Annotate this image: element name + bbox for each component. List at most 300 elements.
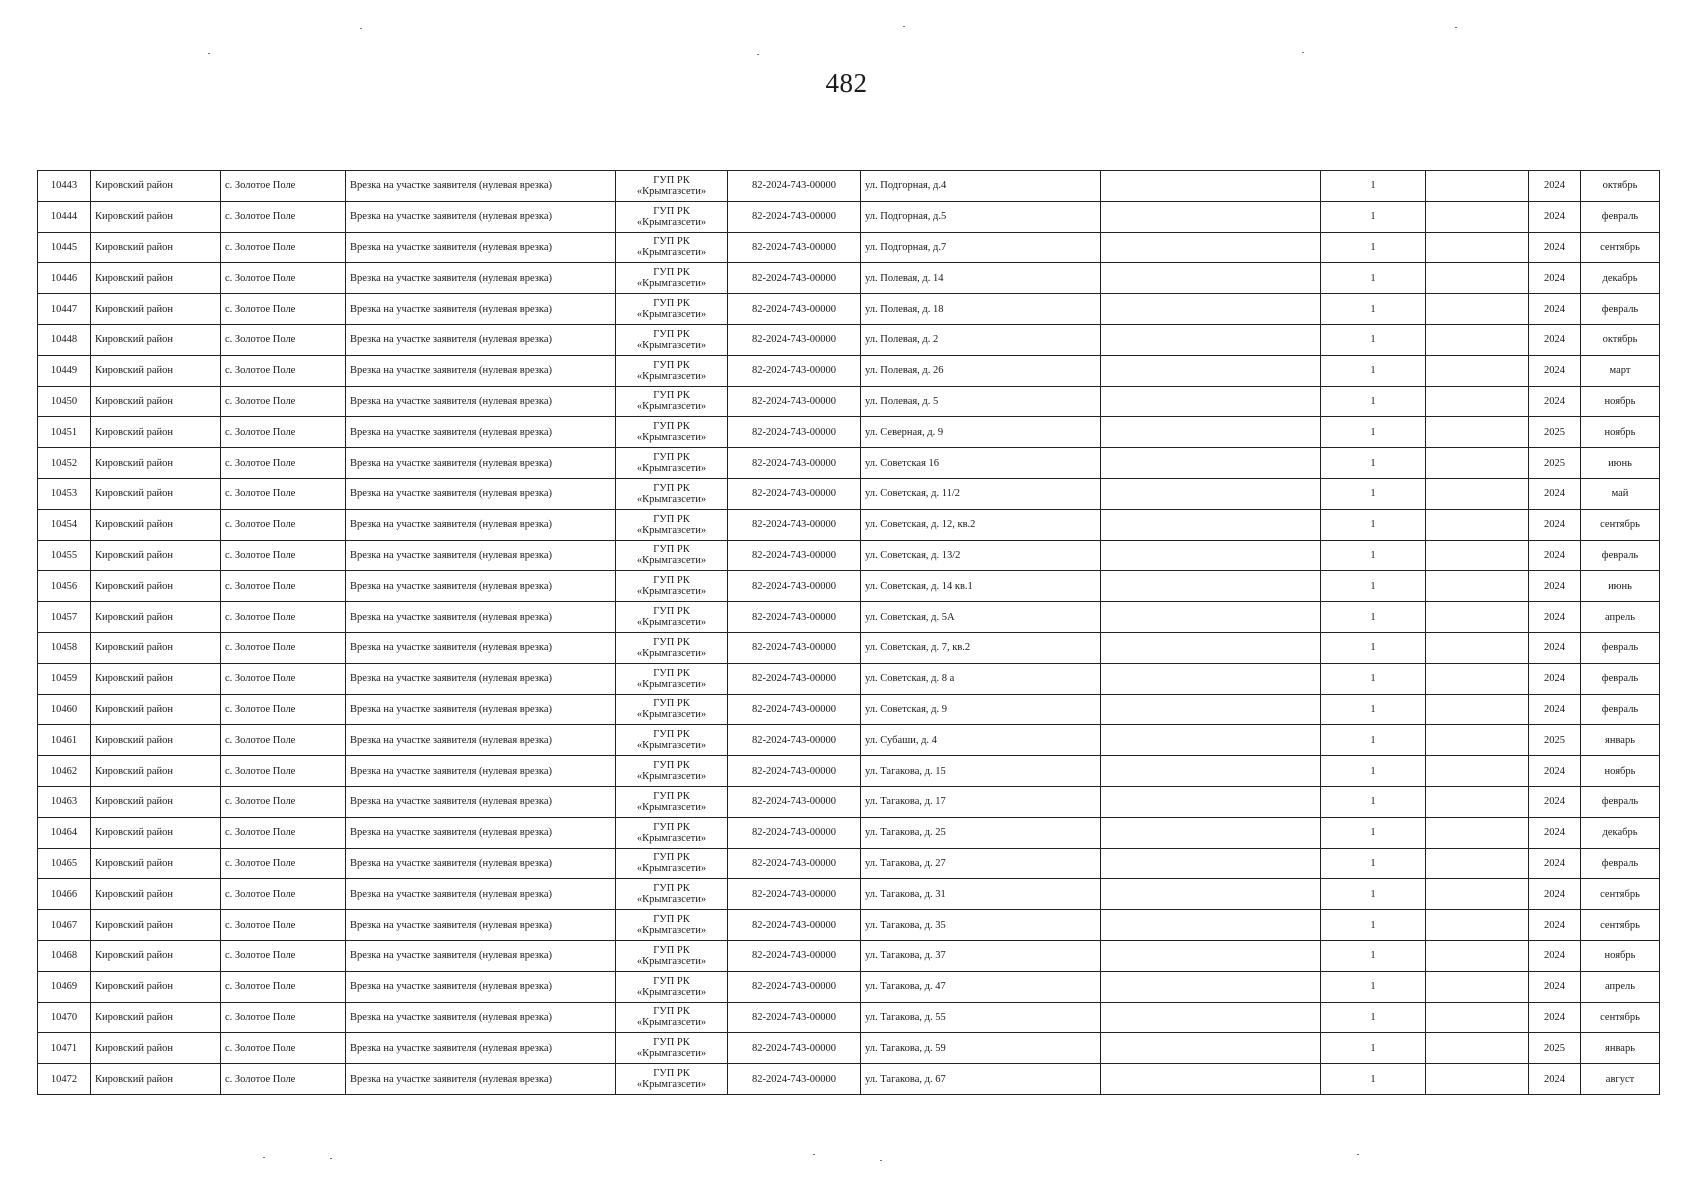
organization-line: «Крымгазсети»: [636, 185, 707, 197]
empty-cell: [1426, 817, 1529, 848]
organization-line: ГУП РК: [653, 883, 690, 895]
table-row: [38, 386, 1660, 417]
count-cell: 1: [1321, 663, 1426, 694]
organization-line: «Крымгазсети»: [636, 1017, 707, 1029]
description-cell: Врезка на участке заявителя (нулевая врезка): [346, 324, 616, 355]
district-cell: Кировский район: [91, 910, 221, 941]
description-cell: Врезка на участке заявителя (нулевая врезка): [346, 940, 616, 971]
month-cell: сентябрь: [1581, 910, 1660, 941]
count-cell: 1: [1321, 971, 1426, 1002]
district-cell: Кировский район: [91, 663, 221, 694]
address-cell: ул. Тагакова, д. 37: [861, 940, 1101, 971]
year-cell: 2024: [1529, 756, 1581, 787]
organization-line: «Крымгазсети»: [636, 216, 707, 228]
address-cell: ул. Тагакова, д. 67: [861, 1064, 1101, 1095]
code-cell: 82-2024-743-00000: [728, 663, 861, 694]
organization-line: «Крымгазсети»: [636, 1048, 707, 1060]
village-cell: с. Золотое Поле: [221, 632, 346, 663]
count-cell: 1: [1321, 1033, 1426, 1064]
year-cell: 2024: [1529, 294, 1581, 325]
address-cell: ул. Советская 16: [861, 448, 1101, 479]
village-cell: с. Золотое Поле: [221, 756, 346, 787]
month-cell: апрель: [1581, 971, 1660, 1002]
empty-cell: [1101, 725, 1321, 756]
table-row: [38, 448, 1660, 479]
month-cell: декабрь: [1581, 817, 1660, 848]
row-number: 10443: [38, 171, 91, 202]
month-cell: сентябрь: [1581, 232, 1660, 263]
organization-cell: [616, 1064, 728, 1095]
month-cell: февраль: [1581, 694, 1660, 725]
month-cell: октябрь: [1581, 171, 1660, 202]
address-cell: ул. Советская, д. 9: [861, 694, 1101, 725]
description-cell: Врезка на участке заявителя (нулевая врезка): [346, 602, 616, 633]
row-number: 10465: [38, 848, 91, 879]
year-cell: 2024: [1529, 786, 1581, 817]
organization-line: ГУП РК: [653, 267, 690, 279]
year-cell: 2024: [1529, 478, 1581, 509]
description-cell: Врезка на участке заявителя (нулевая врезка): [346, 540, 616, 571]
organization-cell: [616, 201, 728, 232]
table-row: [38, 786, 1660, 817]
organization-cell: [616, 1033, 728, 1064]
organization-line: «Крымгазсети»: [636, 524, 707, 536]
district-cell: Кировский район: [91, 971, 221, 1002]
organization-cell: [616, 725, 728, 756]
organization-line: ГУП РК: [653, 452, 690, 464]
village-cell: с. Золотое Поле: [221, 417, 346, 448]
empty-cell: [1101, 294, 1321, 325]
empty-cell: [1101, 848, 1321, 879]
village-cell: с. Золотое Поле: [221, 571, 346, 602]
code-cell: 82-2024-743-00000: [728, 324, 861, 355]
empty-cell: [1101, 263, 1321, 294]
year-cell: 2025: [1529, 1033, 1581, 1064]
row-number: 10462: [38, 756, 91, 787]
description-cell: Врезка на участке заявителя (нулевая врезка): [346, 386, 616, 417]
code-cell: 82-2024-743-00000: [728, 201, 861, 232]
empty-cell: [1101, 355, 1321, 386]
code-cell: 82-2024-743-00000: [728, 848, 861, 879]
table-row: [38, 171, 1660, 202]
organization-cell: [616, 171, 728, 202]
month-cell: март: [1581, 355, 1660, 386]
month-cell: август: [1581, 1064, 1660, 1095]
organization-line: ГУП РК: [653, 790, 690, 802]
code-cell: 82-2024-743-00000: [728, 386, 861, 417]
year-cell: 2024: [1529, 848, 1581, 879]
code-cell: 82-2024-743-00000: [728, 817, 861, 848]
empty-cell: [1101, 663, 1321, 694]
year-cell: 2024: [1529, 694, 1581, 725]
row-number: 10471: [38, 1033, 91, 1064]
empty-cell: [1101, 509, 1321, 540]
row-number: 10453: [38, 478, 91, 509]
empty-cell: [1101, 232, 1321, 263]
month-cell: ноябрь: [1581, 386, 1660, 417]
row-number: 10468: [38, 940, 91, 971]
address-cell: ул. Тагакова, д. 55: [861, 1002, 1101, 1033]
organization-line: ГУП РК: [653, 390, 690, 402]
count-cell: 1: [1321, 910, 1426, 941]
code-cell: 82-2024-743-00000: [728, 1064, 861, 1095]
district-cell: Кировский район: [91, 448, 221, 479]
registry-table: [37, 170, 1660, 1095]
year-cell: 2024: [1529, 232, 1581, 263]
empty-cell: [1426, 632, 1529, 663]
count-cell: 1: [1321, 694, 1426, 725]
empty-cell: [1426, 355, 1529, 386]
table-row: [38, 509, 1660, 540]
village-cell: с. Золотое Поле: [221, 1064, 346, 1095]
row-number: 10444: [38, 201, 91, 232]
year-cell: 2024: [1529, 879, 1581, 910]
row-number: 10459: [38, 663, 91, 694]
district-cell: Кировский район: [91, 602, 221, 633]
village-cell: с. Золотое Поле: [221, 232, 346, 263]
year-cell: 2024: [1529, 263, 1581, 294]
organization-line: ГУП РК: [653, 328, 690, 340]
code-cell: 82-2024-743-00000: [728, 478, 861, 509]
empty-cell: [1426, 540, 1529, 571]
organization-cell: [616, 324, 728, 355]
month-cell: апрель: [1581, 602, 1660, 633]
address-cell: ул. Советская, д. 13/2: [861, 540, 1101, 571]
code-cell: 82-2024-743-00000: [728, 171, 861, 202]
code-cell: 82-2024-743-00000: [728, 725, 861, 756]
description-cell: Врезка на участке заявителя (нулевая врезка): [346, 1033, 616, 1064]
organization-line: «Крымгазсети»: [636, 617, 707, 629]
row-number: 10461: [38, 725, 91, 756]
table-row: [38, 694, 1660, 725]
village-cell: с. Золотое Поле: [221, 509, 346, 540]
district-cell: Кировский район: [91, 201, 221, 232]
table-row: [38, 971, 1660, 1002]
empty-cell: [1426, 263, 1529, 294]
village-cell: с. Золотое Поле: [221, 786, 346, 817]
village-cell: с. Золотое Поле: [221, 848, 346, 879]
page-number: 482: [825, 68, 868, 98]
organization-line: «Крымгазсети»: [636, 740, 707, 752]
organization-line: ГУП РК: [653, 975, 690, 987]
row-number: 10445: [38, 232, 91, 263]
organization-cell: [616, 417, 728, 448]
count-cell: 1: [1321, 940, 1426, 971]
district-cell: Кировский район: [91, 294, 221, 325]
row-number: 10447: [38, 294, 91, 325]
year-cell: 2024: [1529, 355, 1581, 386]
organization-cell: [616, 910, 728, 941]
organization-cell: [616, 355, 728, 386]
count-cell: 1: [1321, 786, 1426, 817]
description-cell: Врезка на участке заявителя (нулевая врезка): [346, 663, 616, 694]
count-cell: 1: [1321, 879, 1426, 910]
organization-cell: [616, 971, 728, 1002]
description-cell: Врезка на участке заявителя (нулевая врезка): [346, 879, 616, 910]
row-number: 10467: [38, 910, 91, 941]
month-cell: декабрь: [1581, 263, 1660, 294]
table-body: [38, 171, 1660, 1095]
village-cell: с. Золотое Поле: [221, 1033, 346, 1064]
empty-cell: [1101, 756, 1321, 787]
table-row: [38, 848, 1660, 879]
row-number: 10472: [38, 1064, 91, 1095]
year-cell: 2024: [1529, 386, 1581, 417]
table-row: [38, 324, 1660, 355]
organization-line: «Крымгазсети»: [636, 432, 707, 444]
code-cell: 82-2024-743-00000: [728, 1033, 861, 1064]
description-cell: Врезка на участке заявителя (нулевая врезка): [346, 694, 616, 725]
organization-line: ГУП РК: [653, 852, 690, 864]
row-number: 10446: [38, 263, 91, 294]
district-cell: Кировский район: [91, 1064, 221, 1095]
organization-line: «Крымгазсети»: [636, 247, 707, 259]
empty-cell: [1101, 201, 1321, 232]
description-cell: Врезка на участке заявителя (нулевая врезка): [346, 232, 616, 263]
month-cell: ноябрь: [1581, 756, 1660, 787]
empty-cell: [1101, 171, 1321, 202]
month-cell: февраль: [1581, 201, 1660, 232]
month-cell: сентябрь: [1581, 879, 1660, 910]
count-cell: 1: [1321, 324, 1426, 355]
district-cell: Кировский район: [91, 879, 221, 910]
count-cell: 1: [1321, 1002, 1426, 1033]
district-cell: Кировский район: [91, 694, 221, 725]
row-number: 10456: [38, 571, 91, 602]
month-cell: февраль: [1581, 848, 1660, 879]
address-cell: ул. Тагакова, д. 17: [861, 786, 1101, 817]
address-cell: ул. Полевая, д. 5: [861, 386, 1101, 417]
code-cell: 82-2024-743-00000: [728, 1002, 861, 1033]
organization-line: ГУП РК: [653, 1006, 690, 1018]
count-cell: 1: [1321, 263, 1426, 294]
empty-cell: [1426, 171, 1529, 202]
empty-cell: [1101, 940, 1321, 971]
organization-cell: [616, 478, 728, 509]
district-cell: Кировский район: [91, 417, 221, 448]
code-cell: 82-2024-743-00000: [728, 509, 861, 540]
address-cell: ул. Тагакова, д. 31: [861, 879, 1101, 910]
empty-cell: [1426, 971, 1529, 1002]
organization-line: «Крымгазсети»: [636, 771, 707, 783]
village-cell: с. Золотое Поле: [221, 355, 346, 386]
code-cell: 82-2024-743-00000: [728, 355, 861, 386]
village-cell: с. Золотое Поле: [221, 1002, 346, 1033]
village-cell: с. Золотое Поле: [221, 386, 346, 417]
address-cell: ул. Тагакова, д. 59: [861, 1033, 1101, 1064]
count-cell: 1: [1321, 509, 1426, 540]
row-number: 10463: [38, 786, 91, 817]
empty-cell: [1101, 540, 1321, 571]
month-cell: февраль: [1581, 540, 1660, 571]
description-cell: Врезка на участке заявителя (нулевая врезка): [346, 294, 616, 325]
description-cell: Врезка на участке заявителя (нулевая врезка): [346, 1002, 616, 1033]
organization-line: «Крымгазсети»: [636, 370, 707, 382]
empty-cell: [1426, 940, 1529, 971]
table-row: [38, 756, 1660, 787]
organization-cell: [616, 263, 728, 294]
table-row: [38, 879, 1660, 910]
organization-line: «Крымгазсети»: [636, 709, 707, 721]
organization-line: «Крымгазсети»: [636, 955, 707, 967]
organization-line: ГУП РК: [653, 482, 690, 494]
count-cell: 1: [1321, 171, 1426, 202]
district-cell: Кировский район: [91, 540, 221, 571]
district-cell: Кировский район: [91, 478, 221, 509]
organization-line: ГУП РК: [653, 760, 690, 772]
description-cell: Врезка на участке заявителя (нулевая врезка): [346, 910, 616, 941]
village-cell: с. Золотое Поле: [221, 448, 346, 479]
organization-cell: [616, 294, 728, 325]
count-cell: 1: [1321, 848, 1426, 879]
row-number: 10466: [38, 879, 91, 910]
organization-line: «Крымгазсети»: [636, 493, 707, 505]
description-cell: Врезка на участке заявителя (нулевая врезка): [346, 848, 616, 879]
empty-cell: [1101, 602, 1321, 633]
table-row: [38, 232, 1660, 263]
month-cell: январь: [1581, 725, 1660, 756]
district-cell: Кировский район: [91, 940, 221, 971]
empty-cell: [1426, 786, 1529, 817]
count-cell: 1: [1321, 571, 1426, 602]
organization-line: ГУП РК: [653, 513, 690, 525]
district-cell: Кировский район: [91, 632, 221, 663]
description-cell: Врезка на участке заявителя (нулевая врезка): [346, 632, 616, 663]
village-cell: с. Золотое Поле: [221, 663, 346, 694]
row-number: 10449: [38, 355, 91, 386]
district-cell: Кировский район: [91, 263, 221, 294]
empty-cell: [1101, 971, 1321, 1002]
year-cell: 2024: [1529, 201, 1581, 232]
empty-cell: [1426, 232, 1529, 263]
year-cell: 2024: [1529, 509, 1581, 540]
empty-cell: [1101, 817, 1321, 848]
village-cell: с. Золотое Поле: [221, 971, 346, 1002]
row-number: 10464: [38, 817, 91, 848]
organization-line: ГУП РК: [653, 729, 690, 741]
row-number: 10451: [38, 417, 91, 448]
month-cell: февраль: [1581, 663, 1660, 694]
empty-cell: [1426, 571, 1529, 602]
organization-line: «Крымгазсети»: [636, 339, 707, 351]
empty-cell: [1101, 910, 1321, 941]
count-cell: 1: [1321, 386, 1426, 417]
district-cell: Кировский район: [91, 1002, 221, 1033]
table-row: [38, 663, 1660, 694]
district-cell: Кировский район: [91, 386, 221, 417]
count-cell: 1: [1321, 294, 1426, 325]
count-cell: 1: [1321, 540, 1426, 571]
code-cell: 82-2024-743-00000: [728, 263, 861, 294]
empty-cell: [1426, 417, 1529, 448]
organization-line: «Крымгазсети»: [636, 678, 707, 690]
organization-line: ГУП РК: [653, 359, 690, 371]
table-row: [38, 940, 1660, 971]
month-cell: сентябрь: [1581, 509, 1660, 540]
organization-line: «Крымгазсети»: [636, 832, 707, 844]
organization-cell: [616, 786, 728, 817]
code-cell: 82-2024-743-00000: [728, 786, 861, 817]
village-cell: с. Золотое Поле: [221, 324, 346, 355]
organization-cell: [616, 663, 728, 694]
code-cell: 82-2024-743-00000: [728, 971, 861, 1002]
organization-line: ГУП РК: [653, 236, 690, 248]
year-cell: 2024: [1529, 1064, 1581, 1095]
district-cell: Кировский район: [91, 509, 221, 540]
organization-line: ГУП РК: [653, 421, 690, 433]
organization-cell: [616, 540, 728, 571]
organization-line: ГУП РК: [653, 1068, 690, 1079]
month-cell: февраль: [1581, 786, 1660, 817]
empty-cell: [1426, 386, 1529, 417]
village-cell: с. Золотое Поле: [221, 540, 346, 571]
table-row: [38, 910, 1660, 941]
year-cell: 2024: [1529, 971, 1581, 1002]
address-cell: ул. Подгорная, д.4: [861, 171, 1101, 202]
count-cell: 1: [1321, 232, 1426, 263]
village-cell: с. Золотое Поле: [221, 263, 346, 294]
empty-cell: [1426, 1002, 1529, 1033]
table-row: [38, 417, 1660, 448]
description-cell: Врезка на участке заявителя (нулевая врезка): [346, 1064, 616, 1095]
organization-line: «Крымгазсети»: [636, 309, 707, 321]
year-cell: 2024: [1529, 632, 1581, 663]
district-cell: Кировский район: [91, 171, 221, 202]
district-cell: Кировский район: [91, 571, 221, 602]
organization-line: «Крымгазсети»: [636, 401, 707, 413]
year-cell: 2024: [1529, 571, 1581, 602]
month-cell: июнь: [1581, 448, 1660, 479]
month-cell: сентябрь: [1581, 1002, 1660, 1033]
address-cell: ул. Тагакова, д. 25: [861, 817, 1101, 848]
organization-line: ГУП РК: [653, 575, 690, 587]
organization-cell: [616, 571, 728, 602]
empty-cell: [1426, 725, 1529, 756]
empty-cell: [1101, 417, 1321, 448]
organization-line: ГУП РК: [653, 174, 690, 186]
empty-cell: [1426, 1033, 1529, 1064]
count-cell: 1: [1321, 417, 1426, 448]
description-cell: Врезка на участке заявителя (нулевая врезка): [346, 263, 616, 294]
table-row: [38, 478, 1660, 509]
organization-line: «Крымгазсети»: [636, 1079, 707, 1090]
table-row: [38, 540, 1660, 571]
address-cell: ул. Полевая, д. 26: [861, 355, 1101, 386]
empty-cell: [1426, 879, 1529, 910]
address-cell: ул. Полевая, д. 14: [861, 263, 1101, 294]
village-cell: с. Золотое Поле: [221, 171, 346, 202]
description-cell: Врезка на участке заявителя (нулевая врезка): [346, 786, 616, 817]
description-cell: Врезка на участке заявителя (нулевая врезка): [346, 509, 616, 540]
organization-line: «Крымгазсети»: [636, 463, 707, 475]
year-cell: 2025: [1529, 448, 1581, 479]
organization-line: ГУП РК: [653, 1037, 690, 1049]
count-cell: 1: [1321, 478, 1426, 509]
table-row: [38, 294, 1660, 325]
village-cell: с. Золотое Поле: [221, 910, 346, 941]
organization-line: «Крымгазсети»: [636, 647, 707, 659]
table-row: [38, 1002, 1660, 1033]
code-cell: 82-2024-743-00000: [728, 910, 861, 941]
address-cell: ул. Тагакова, д. 35: [861, 910, 1101, 941]
row-number: 10457: [38, 602, 91, 633]
month-cell: июнь: [1581, 571, 1660, 602]
month-cell: февраль: [1581, 294, 1660, 325]
empty-cell: [1426, 694, 1529, 725]
year-cell: 2024: [1529, 1002, 1581, 1033]
table-row: [38, 1064, 1660, 1095]
code-cell: 82-2024-743-00000: [728, 632, 861, 663]
